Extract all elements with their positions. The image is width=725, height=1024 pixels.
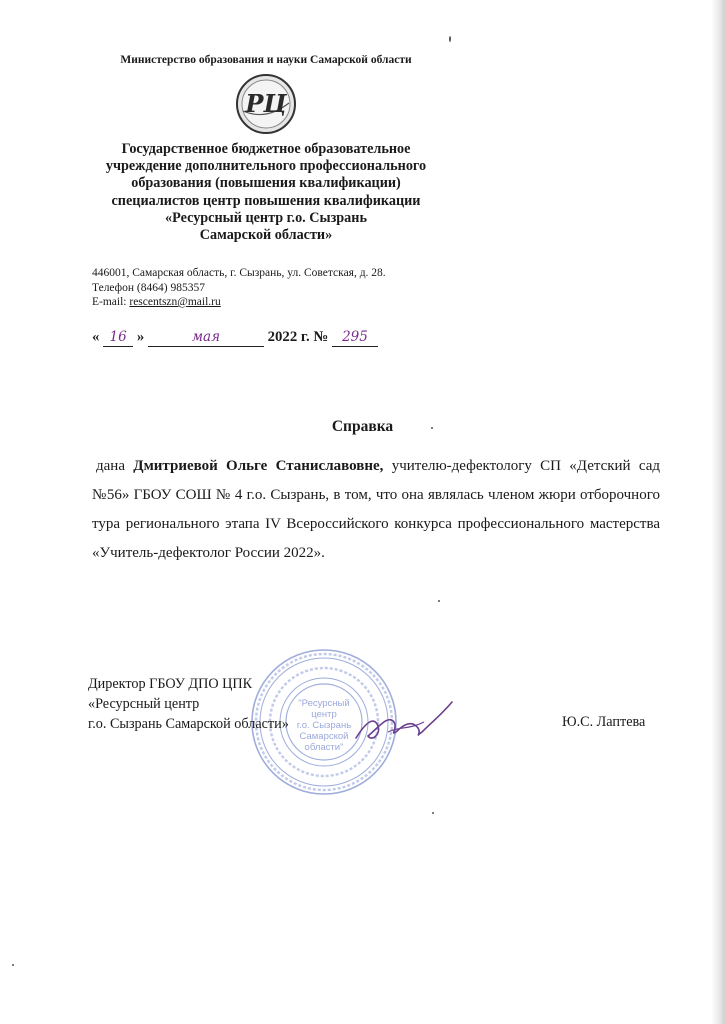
org-line: специалистов центр повышения квалификации [111, 192, 421, 209]
signatory-name: Ю.С. Лаптева [562, 714, 646, 730]
ministry-name: Министерство образования и науки Самарской области [120, 54, 412, 66]
quote-open: « [92, 329, 100, 345]
org-line: Самарской области» [199, 227, 333, 244]
organization-name [80, 141, 452, 244]
scan-speck [12, 964, 14, 966]
number-handwritten: 295 [342, 329, 368, 345]
stamp-text-line: г.о. Сызрань [296, 720, 352, 731]
org-line: «Ресурсный центр г.о. Сызрань [165, 209, 367, 226]
org-line: образования (повышения квалификации) [131, 175, 401, 192]
year: 2022 г. [267, 329, 310, 345]
stamp-text-line: Самарской [299, 731, 349, 742]
stamp-text-line: "Ресурсный [298, 698, 350, 709]
scan-speck [432, 812, 434, 814]
position-line: «Ресурсный центр [88, 696, 200, 712]
month-field [148, 329, 264, 347]
email-link[interactable]: rescentszn@mail.ru [129, 296, 221, 308]
number-sign: № [313, 329, 329, 345]
org-line: Государственное бюджетное образовательное [121, 141, 411, 157]
org-line: учреждение дополнительного профессионального [105, 158, 427, 175]
document-title: Справка [331, 418, 394, 435]
address: 446001, Самарская область, г. Сызрань, ул. Советская, д. 28. [92, 267, 386, 279]
phone: Телефон (8464) 985357 [92, 281, 205, 294]
month-handwritten: мая [191, 329, 221, 345]
handwritten-signature [348, 692, 458, 752]
signatory-position [88, 674, 289, 734]
position-line: Директор ГБОУ ДПО ЦПК [88, 676, 253, 692]
recipient-name: Дмитриевой Ольге Станиславовне, [133, 458, 384, 474]
number-field [332, 329, 378, 347]
scan-speck [449, 36, 451, 42]
registration-line [92, 329, 378, 347]
scan-speck [438, 600, 440, 602]
document-body [92, 452, 660, 568]
organization-logo [235, 73, 297, 135]
email-label: E-mail: [92, 296, 130, 308]
scan-edge-shadow [711, 0, 725, 1024]
body-prefix: дана [96, 458, 134, 474]
letterhead [80, 54, 452, 244]
email-line [92, 295, 386, 310]
stamp-text-line: области" [304, 742, 344, 753]
quote-close: » [136, 329, 145, 345]
contacts-block [92, 266, 386, 310]
day-field [103, 329, 133, 347]
position-line: г.о. Сызрань Самарской области» [88, 716, 289, 732]
logo-monogram: РЦ [245, 89, 287, 118]
stamp-text-line: центр [311, 709, 337, 720]
body-text: учителю-дефектологу СП «Детский сад №56» ГБОУ СОШ № 4 г.о. Сызрань, в том, что она являлась членом жюри отборочного тура регионального этапа IV Всероссийского конкурса профессионального мастерства «Учитель-дефектолог России 2022». [92, 458, 660, 561]
day-handwritten: 16 [109, 329, 127, 345]
scan-speck [431, 427, 433, 429]
